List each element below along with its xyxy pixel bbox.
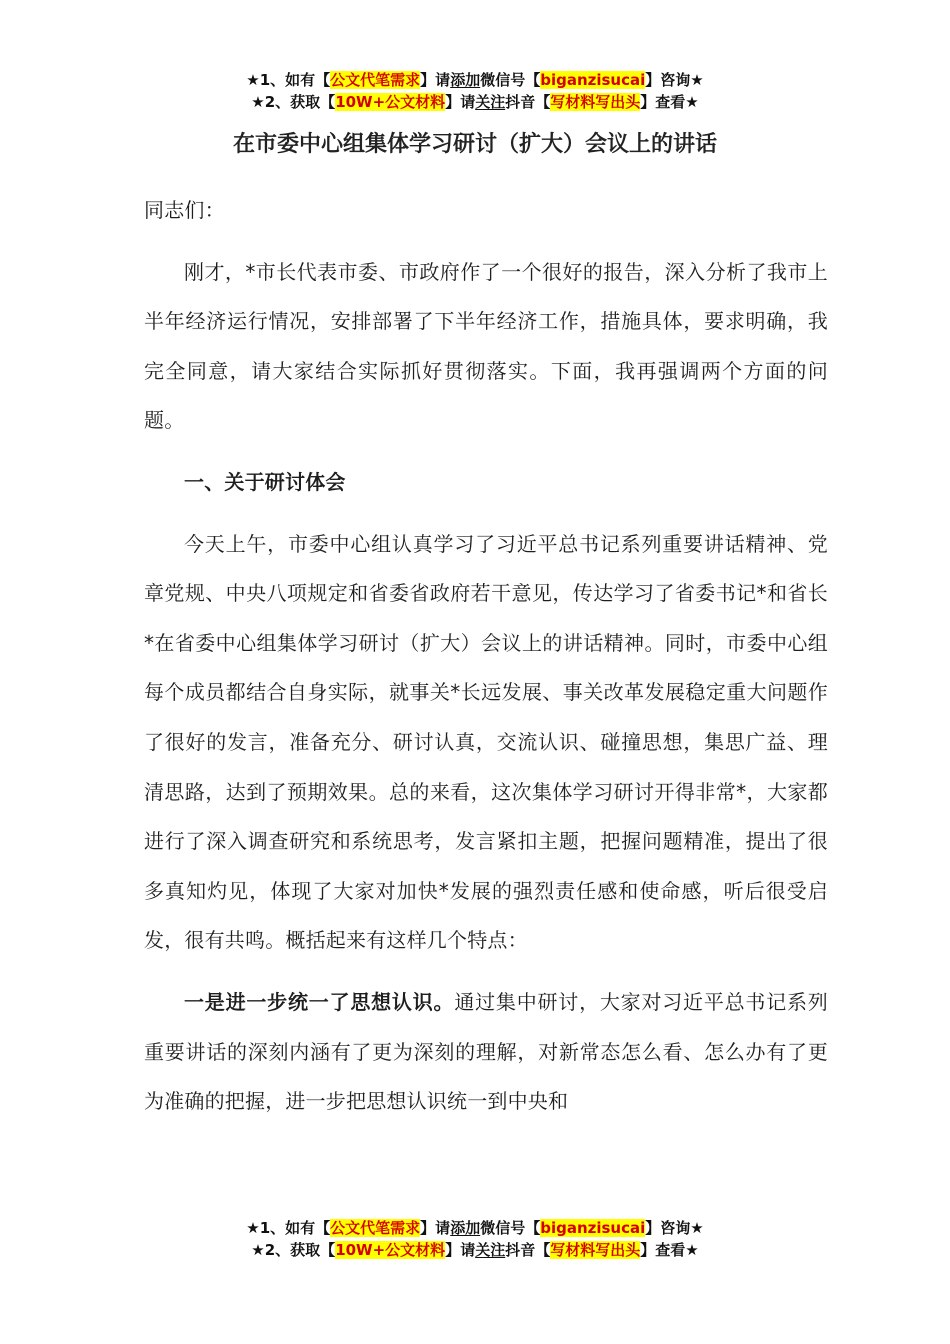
banner-text: 】请 bbox=[420, 1219, 451, 1237]
banner-line-1 bbox=[0, 69, 950, 91]
paragraph-3-body: 通过集中研讨，大家对习近平总书记系列重要讲话的深刻内涵有了更为深刻的理解，对新常态怎么看、怎么办有了更为准确的把握，进一步把思想认识统一到中央和 bbox=[144, 989, 828, 1114]
banner-text: 微信号【 bbox=[480, 1219, 541, 1237]
document-title: 在市委中心组集体学习研讨（扩大）会议上的讲话 bbox=[232, 132, 717, 157]
banner-text: 】请 bbox=[445, 93, 476, 111]
banner-text: 抖音【 bbox=[505, 93, 551, 111]
banner-text: ★1、如有【 bbox=[246, 1219, 331, 1237]
banner-text: ★1、如有【 bbox=[246, 71, 331, 89]
banner-highlight: 公文代笔需求 bbox=[330, 1219, 421, 1237]
banner-underlined: 关注 bbox=[475, 93, 506, 111]
section-heading-1: 一、关于研讨体会 bbox=[184, 469, 346, 494]
banner-text: ★2、获取【 bbox=[251, 93, 336, 111]
banner-highlight: biganzisucai bbox=[540, 71, 646, 89]
banner-line-1 bbox=[0, 1217, 950, 1239]
banner-text: 】查看★ bbox=[640, 93, 699, 111]
banner-text: 】咨询★ bbox=[645, 1219, 704, 1237]
banner-text: 微信号【 bbox=[480, 71, 541, 89]
banner-highlight: 10W+公文材料 bbox=[335, 93, 446, 111]
banner-highlight: biganzisucai bbox=[540, 1219, 646, 1237]
banner-line-2 bbox=[0, 91, 950, 113]
banner-text: 】查看★ bbox=[640, 1241, 699, 1259]
banner-underlined: 添加 bbox=[450, 1219, 481, 1237]
banner-highlight: 写材料写出头 bbox=[550, 1241, 641, 1259]
banner-highlight: 公文代笔需求 bbox=[330, 71, 421, 89]
paragraph-3-lead: 一是进一步统一了思想认识。 bbox=[184, 989, 455, 1014]
banner-line-2 bbox=[0, 1239, 950, 1261]
banner-highlight: 10W+公文材料 bbox=[335, 1241, 446, 1259]
top-banner bbox=[0, 69, 950, 113]
banner-text: 抖音【 bbox=[505, 1241, 551, 1259]
banner-text: 】咨询★ bbox=[645, 71, 704, 89]
banner-text: 】请 bbox=[420, 71, 451, 89]
banner-text: ★2、获取【 bbox=[251, 1241, 336, 1259]
bottom-banner bbox=[0, 1217, 950, 1261]
banner-underlined: 添加 bbox=[450, 71, 481, 89]
paragraph-2: 今天上午，市委中心组认真学习了习近平总书记系列重要讲话精神、党章党规、中央八项规定和省委省政府若干意见，传达学习了省委书记*和省长*在省委中心组集体学习研讨（扩大）会议上的讲话精神。同时，市委中心组每个成员都结合自身实际，就事关*长远发展、事关改革发展稳定重大问题作了很好的发言，准备充分、研讨认真，交流认识、碰撞思想，集思广益、理清思路，达到了预期效果。总的来看，这次集体学习研讨开得非常*，大家都进行了深入调查研究和系统思考，发言紧扣主题，把握问题精准，提出了很多真知灼见，体现了大家对加快*发展的强烈责任感和使命感，听后很受启发，很有共鸣。概括起来有这样几个特点： bbox=[144, 531, 828, 953]
paragraph-3 bbox=[144, 978, 828, 1127]
banner-underlined: 关注 bbox=[475, 1241, 506, 1259]
banner-text: 】请 bbox=[445, 1241, 476, 1259]
paragraph-1: 刚才，*市长代表市委、市政府作了一个很好的报告，深入分析了我市上半年经济运行情况，安排部署了下半年经济工作，措施具体，要求明确，我完全同意，请大家结合实际抓好贯彻落实。下面，我再强调两个方面的问题。 bbox=[144, 259, 828, 433]
salutation: 同志们： bbox=[144, 198, 225, 222]
document-body bbox=[144, 186, 828, 1139]
banner-highlight: 写材料写出头 bbox=[550, 93, 641, 111]
